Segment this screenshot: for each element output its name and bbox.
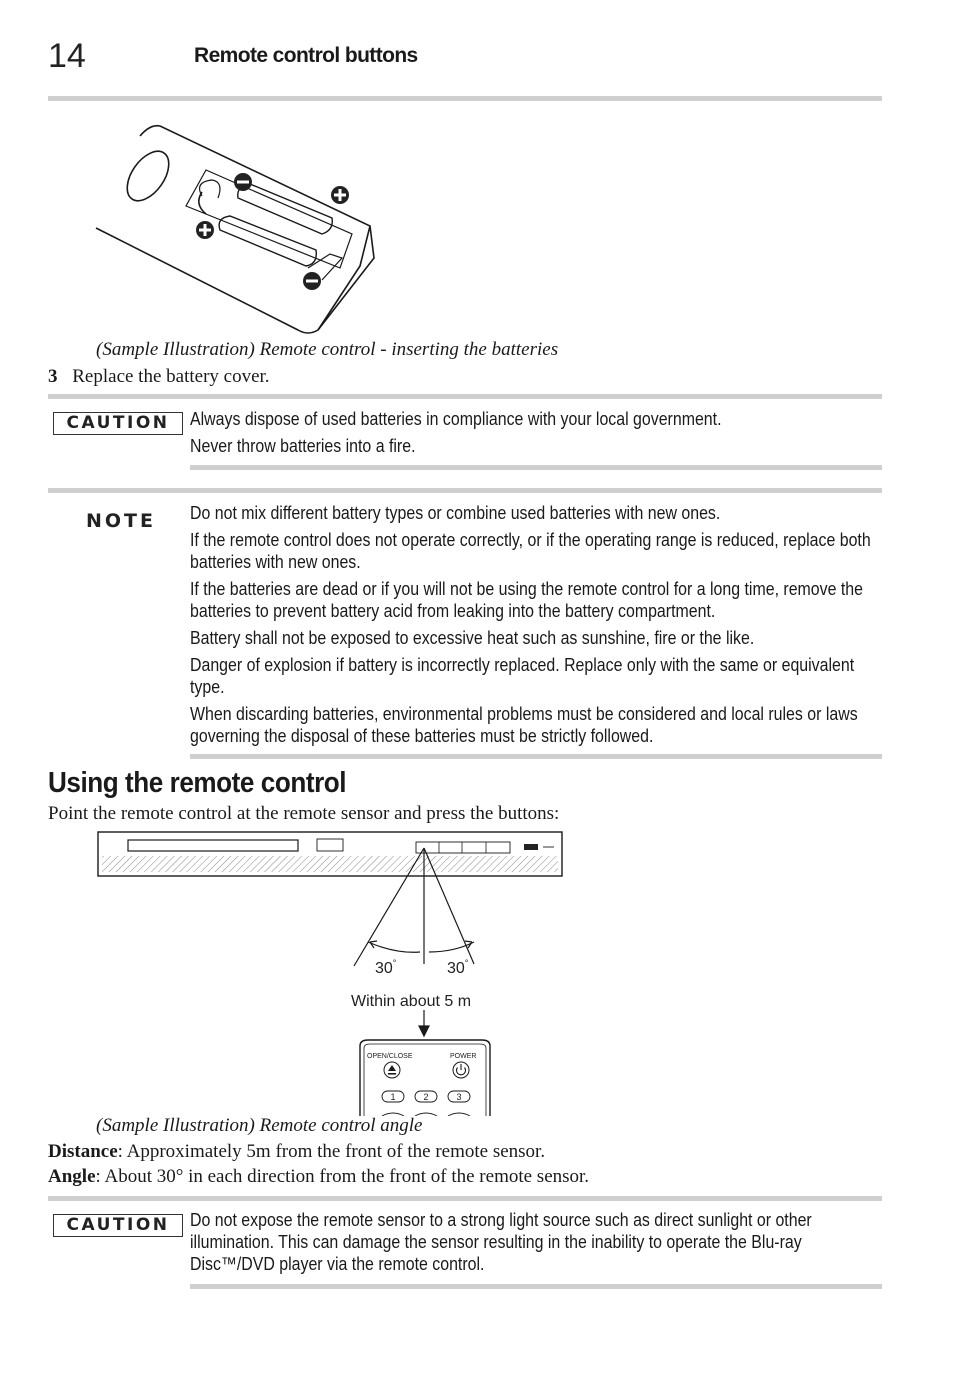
step-text: Replace the battery cover. <box>72 366 270 387</box>
caution-badge: CAUTION <box>53 1214 183 1237</box>
number-key-3 <box>448 1091 470 1102</box>
plus-icon <box>331 186 349 204</box>
note-text <box>190 502 878 752</box>
power-label: POWER <box>450 1053 477 1060</box>
header-rule <box>48 96 882 101</box>
number-key-2 <box>415 1091 437 1102</box>
note-bottom-rule <box>190 754 882 759</box>
angle-text: : About 30° in each direction from the front of the remote sensor. <box>95 1166 590 1187</box>
open-close-label: OPEN/CLOSE <box>367 1053 413 1060</box>
note-badge: NOTE <box>86 510 156 532</box>
distance-label: Within about 5 m <box>351 993 472 1010</box>
angle-term: Angle <box>48 1166 96 1187</box>
caution2-paragraph: Do not expose the remote sensor to a strong light source such as direct sunlight or other illumination. This can damage the sensor resulting in the inability to operate the Blu-ray Disc™/DVD player via the remote control. <box>190 1209 812 1274</box>
remote-control <box>360 1040 490 1116</box>
step-number: 3 <box>48 366 58 387</box>
distance-text: : Approximately 5m from the front of the remote sensor. <box>117 1141 546 1162</box>
caution2-text <box>190 1209 878 1280</box>
section-title: Using the remote control <box>48 767 347 799</box>
caution-text <box>190 408 878 462</box>
note-paragraph: Battery shall not be exposed to excessive heat such as sunshine, fire or the like. <box>190 627 755 648</box>
distance-term: Distance <box>48 1141 118 1162</box>
section-intro: Point the remote control at the remote sensor and press the buttons: <box>48 803 560 824</box>
note-top-rule <box>48 488 882 493</box>
note-paragraph: If the batteries are dead or if you will not be using the remote control for a long time, remove the batteries to prevent battery acid from leaking into the battery compartment. <box>190 578 864 621</box>
distance-spec <box>48 1140 545 1164</box>
plus-icon <box>196 221 214 239</box>
caution-badge: CAUTION <box>53 412 183 435</box>
battery-figure-caption: (Sample Illustration) Remote control - inserting the batteries <box>96 339 559 360</box>
svg-text:3: 3 <box>456 1092 462 1102</box>
svg-text:2: 2 <box>423 1092 429 1102</box>
angle-left-label: 30° <box>375 958 397 977</box>
caution-top-rule <box>48 394 882 399</box>
angle-right-label: 30° <box>447 958 469 977</box>
minus-icon <box>234 173 252 191</box>
caution-line: Always dispose of used batteries in compliance with your local government. <box>190 408 722 429</box>
caution-bottom-rule <box>190 465 882 470</box>
caution-line: Never throw batteries into a fire. <box>190 435 416 456</box>
battery-insertion-illustration <box>90 118 390 336</box>
caution2-bottom-rule <box>190 1284 882 1289</box>
number-key-1 <box>382 1091 404 1102</box>
remote-angle-illustration <box>96 828 566 1116</box>
page-number: 14 <box>48 37 86 75</box>
angle-figure-caption: (Sample Illustration) Remote control angle <box>96 1115 423 1136</box>
minus-icon <box>303 272 321 290</box>
caution2-top-rule <box>48 1196 882 1201</box>
svg-text:1: 1 <box>390 1092 396 1102</box>
angle-spec <box>48 1165 589 1189</box>
note-paragraph: If the remote control does not operate correctly, or if the operating range is reduced, replace both batteries with new ones. <box>190 529 871 572</box>
note-paragraph: Do not mix different battery types or combine used batteries with new ones. <box>190 502 721 523</box>
running-title: Remote control buttons <box>194 44 418 67</box>
step-3 <box>48 365 270 389</box>
player-front <box>98 832 562 876</box>
note-paragraph: Danger of explosion if battery is incorrectly replaced. Replace only with the same or equivalent type. <box>190 654 855 697</box>
note-paragraph: When discarding batteries, environmental problems must be considered and local rules or laws governing the disposal of these batteries must be strictly followed. <box>190 703 858 746</box>
